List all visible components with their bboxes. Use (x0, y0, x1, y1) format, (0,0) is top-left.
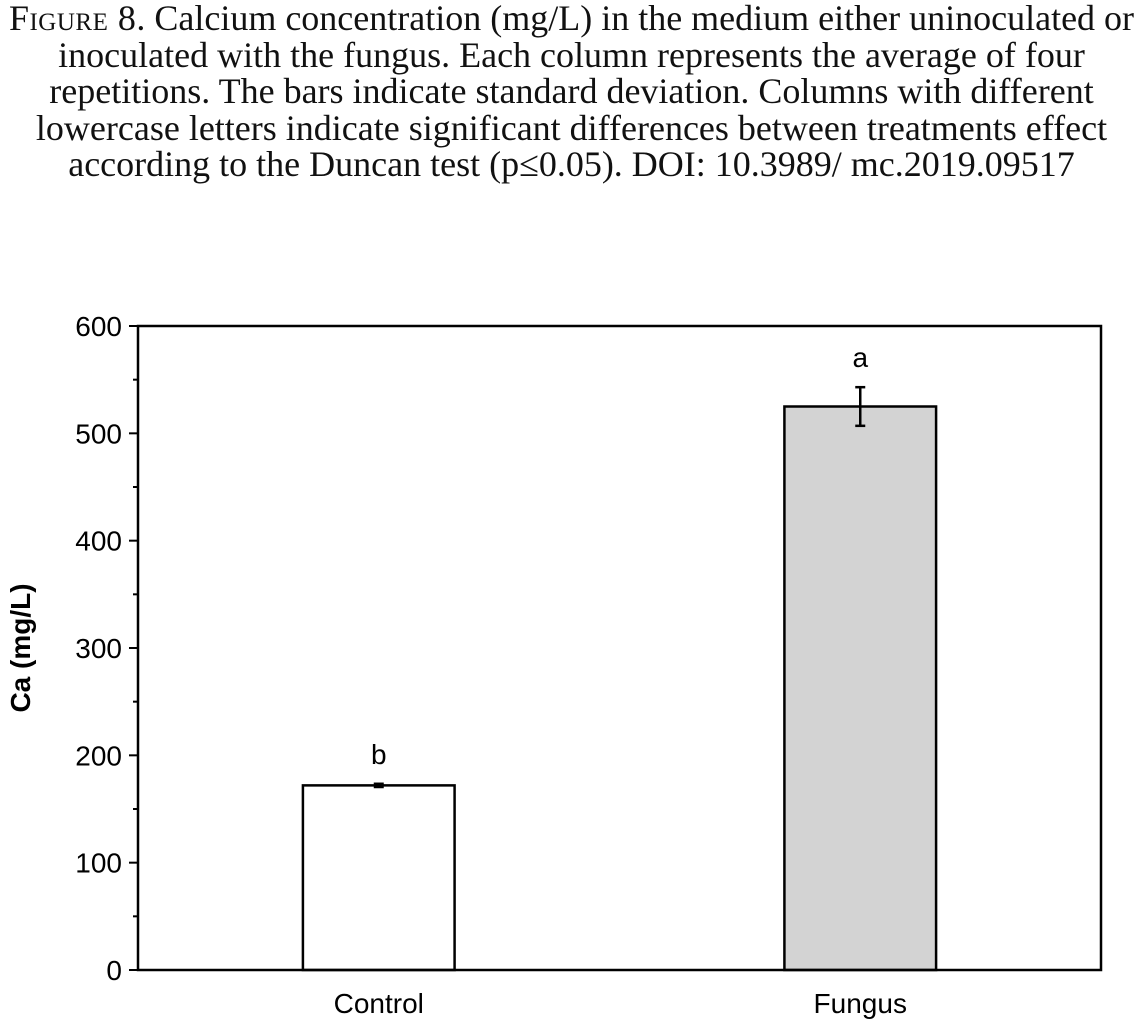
figure-label: Figure 8 (8, 0, 137, 38)
y-tick-label: 0 (106, 955, 122, 986)
x-category-label: Control (333, 988, 424, 1019)
significance-letter: a (852, 342, 869, 374)
x-category-label: Fungus (813, 988, 907, 1019)
bars (303, 342, 936, 970)
plot-frame (138, 326, 1101, 970)
y-tick-label: 400 (75, 525, 122, 557)
y-axis (75, 311, 138, 986)
y-tick-label: 500 (75, 418, 122, 450)
significance-letter: b (370, 738, 387, 770)
caption-text: . Calcium concentration (mg/L) in the medium either uninoculated or inoculated with the fungus. Each column represents the average of four repetitions. The bars indicate standard deviation. Columns with different lowercase letters indicate significant differences between treatments effect according to the Duncan test (p≤0.05). DOI: 10.3989/ mc.2019.09517 (35, 0, 1135, 184)
y-axis-label: Ca (mg/L) (5, 583, 36, 713)
y-tick-label: 300 (75, 633, 122, 664)
y-tick-label: 200 (75, 740, 122, 772)
x-axis (334, 988, 907, 1019)
bar-control (303, 785, 455, 970)
bar-fungus (784, 407, 936, 971)
y-tick-label: 600 (75, 311, 122, 342)
y-tick-label: 100 (75, 847, 122, 879)
